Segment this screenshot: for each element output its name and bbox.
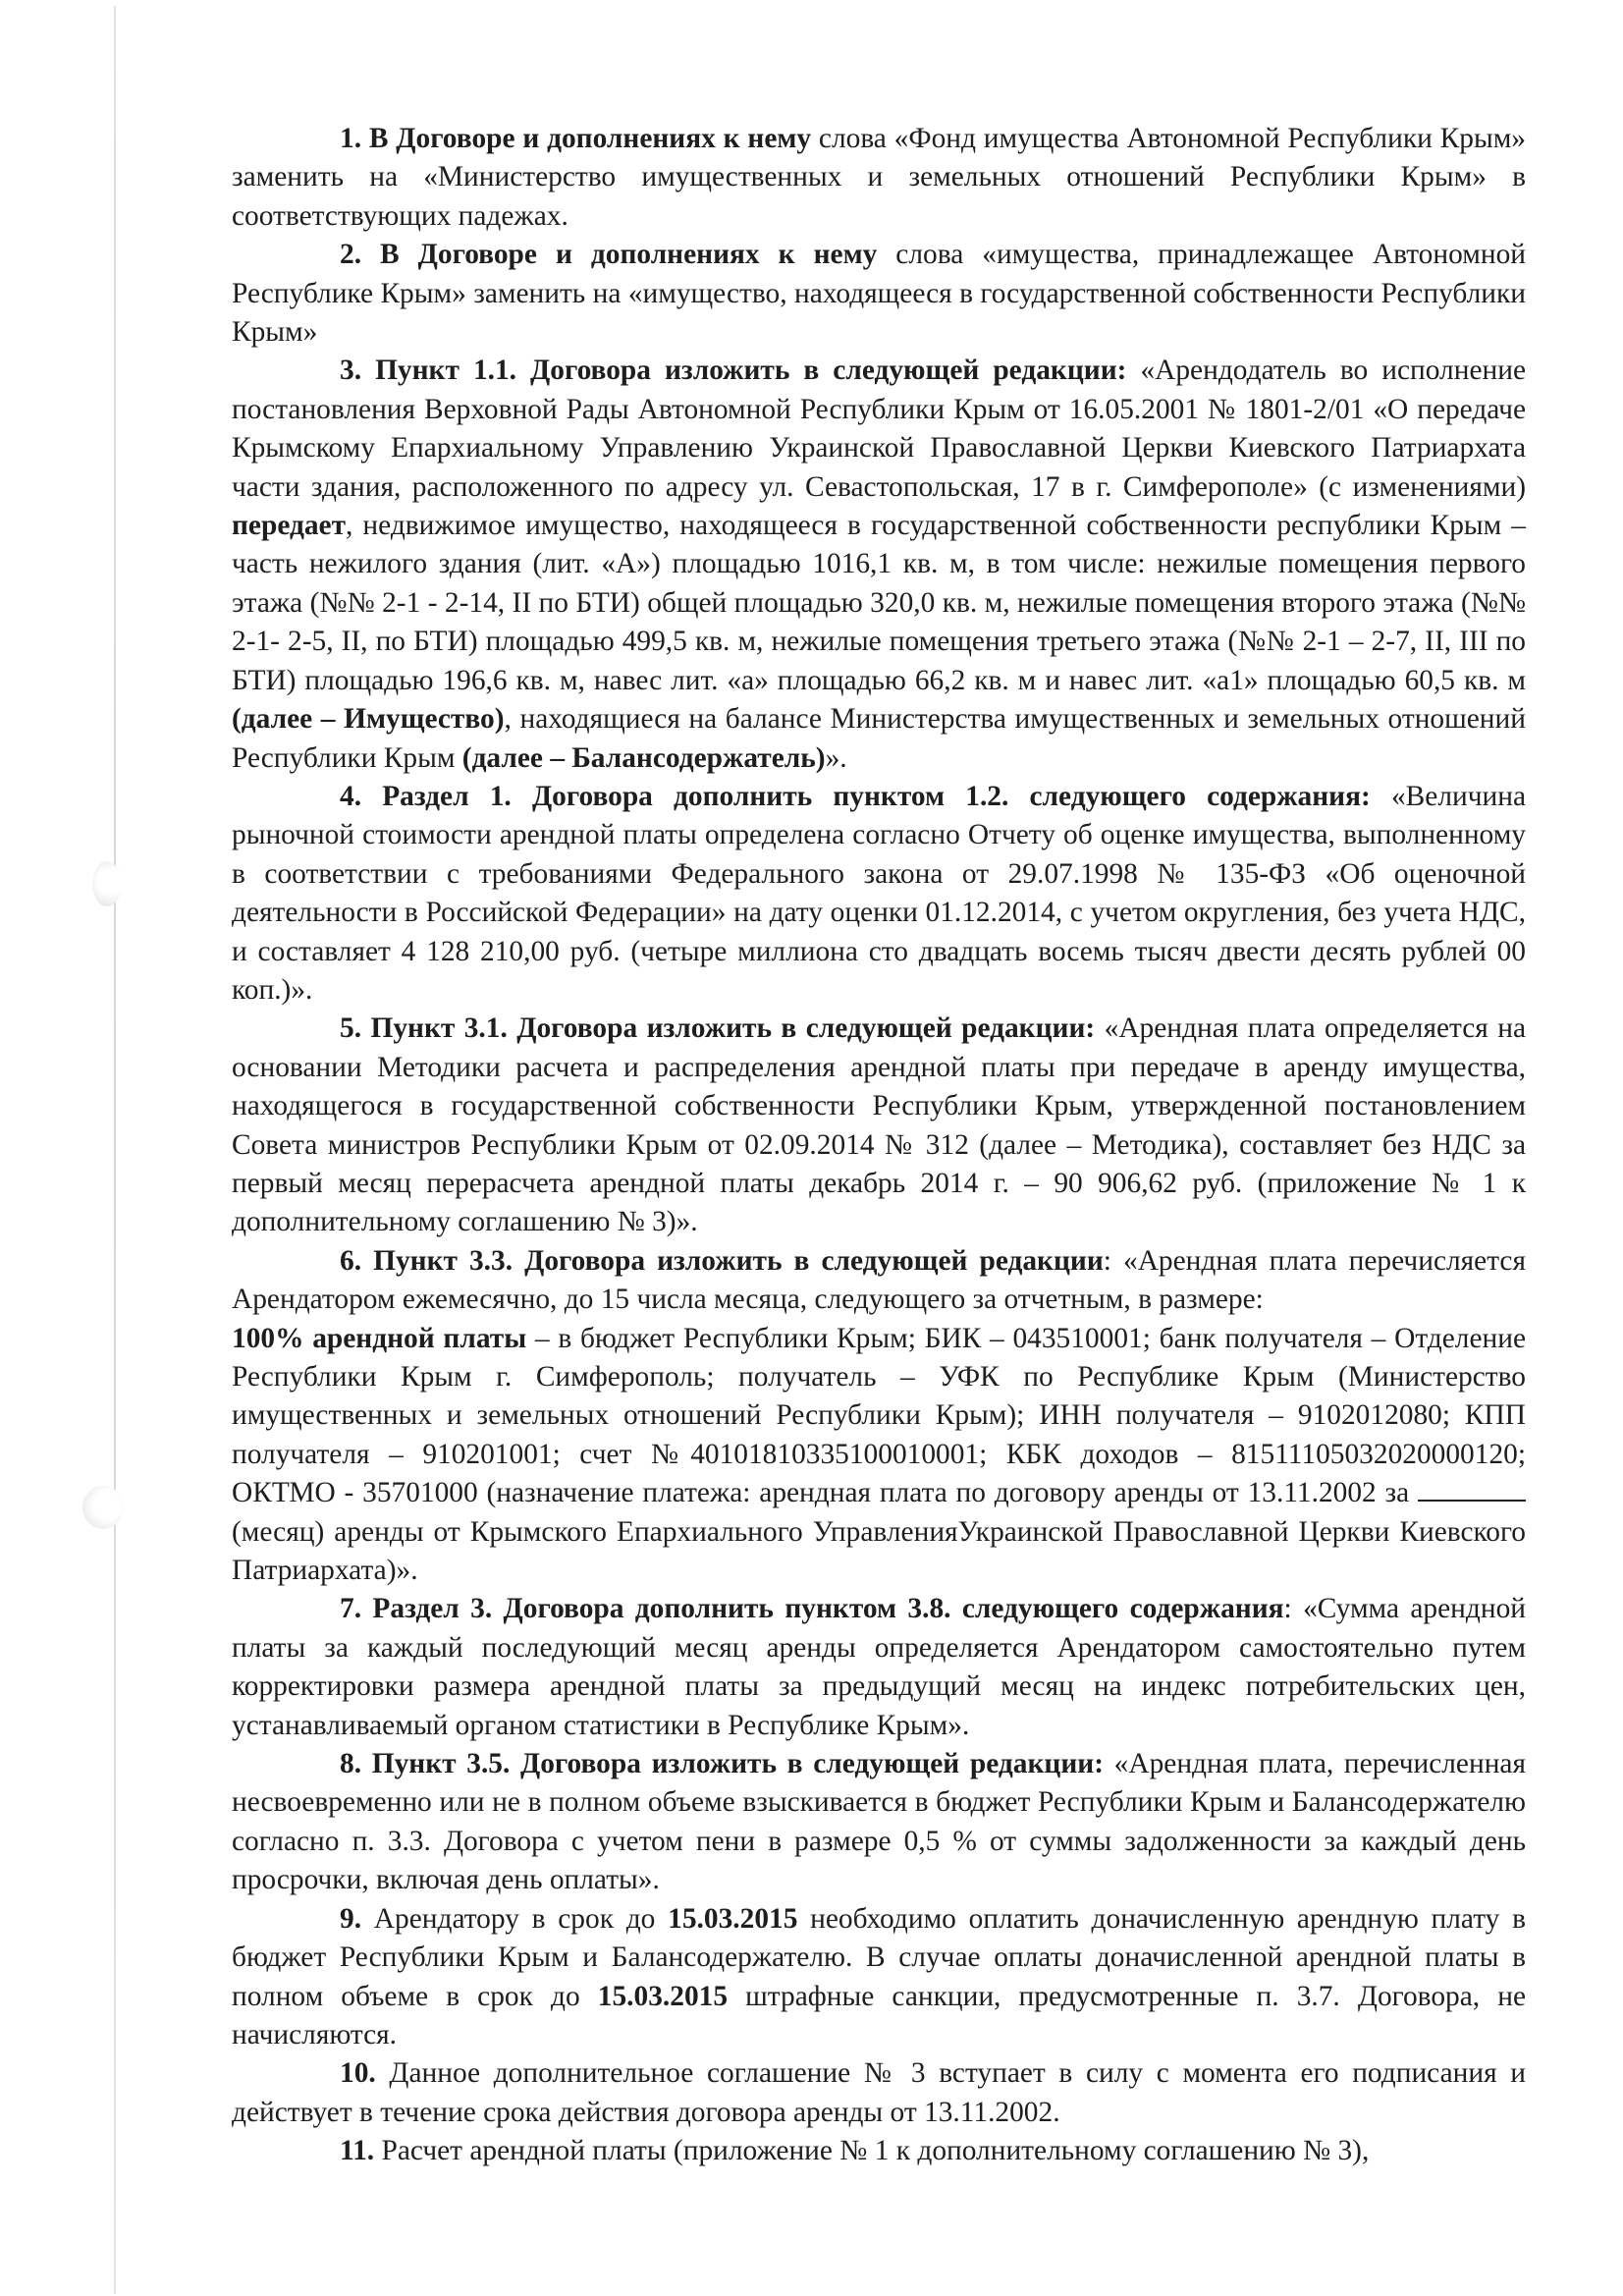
bold-text-run: 15.03.2015	[597, 1980, 729, 2012]
bold-text-run: 4. Раздел 1. Договора дополнить пунктом 1.2. следующего содержания:	[340, 780, 1371, 812]
paragraph-p1	[232, 120, 1526, 236]
text-run: , недвижимое имущество, находящееся в государственной собственности республики Крым – часть нежилого здания (лит. «А») площадью 1016,1 кв. м, в том числе: нежилые помещения первого этажа (№№ 2-1 - 2-14, II по БТИ) общей площадью 320,0 кв. м, нежилые помещения второго этажа (№№ 2-1- 2-5, II, по БТИ) площадью 499,5 кв. м, нежилые помещения третьего этажа (№№ 2-1 – 2-7, II, III по БТИ) площадью 196,6 кв. м, навес лит. «а» площадью 66,2 кв. м и навес лит. «а1» площадью 60,5 кв. м	[232, 510, 1526, 696]
text-run: «Арендная плата определяется на основании Методики расчета и распределения арендной платы при передаче в аренду имущества, находящегося в государственной собственности Республики Крым, утвержденной постановлением Совета министров Республики Крым от 02.09.2014 № 312 (далее – Методика), составляет без НДС за первый месяц перерасчета арендной платы декабрь 2014 г. – 90 906,62 руб. (приложение № 1 к дополнительному соглашению № 3)».	[232, 1012, 1527, 1238]
paragraph-p9	[232, 1900, 1526, 2055]
bold-text-run: (далее – Балансодержатель)	[461, 741, 826, 774]
paragraph-p5	[232, 1010, 1526, 1241]
text-run: «Арендодатель во исполнение постановления Верховной Рады Автономной Республики Крым от 16.05.2001 № 1801-2/01 «О передаче Крымскому Епархиальному Управлению Украинской Православной Церкви Киевского Патриархата части здания, расположенного по адресу ул. Севастопольская, 17 в г. Симферополе» (с изменениями)	[232, 355, 1526, 503]
paragraph-p2	[232, 236, 1526, 352]
bold-text-run: (далее – Имущество)	[232, 703, 505, 736]
text-run: штрафные санкции, предусмотренные п. 3.7. Договора, не начисляются.	[232, 1980, 1526, 2050]
text-run: ».	[825, 741, 847, 774]
paragraph-p7	[232, 1590, 1526, 1745]
paragraph-p4	[232, 778, 1526, 1010]
bold-text-run: 100% арендной платы	[232, 1322, 527, 1354]
text-run: Арендатору в срок до	[361, 1902, 669, 1935]
bold-text-run: 6. Пункт 3.3. Договора изложить в следующей редакции	[340, 1244, 1104, 1277]
fill-in-blank	[1418, 1478, 1526, 1502]
text-run: слова «имущества, принадлежащее Автономной Республике Крым» заменить на «имущество, находящееся в государственной собственности Республики Крым»	[232, 239, 1526, 349]
bold-text-run: передает	[232, 510, 347, 542]
paragraph-p6	[232, 1242, 1526, 1320]
bold-text-run: 9.	[340, 1902, 362, 1935]
paragraph-p11	[232, 2132, 1526, 2170]
text-run: : «Арендная плата перечисляется Арендатором ежемесячно, до 15 числа месяца, следующего за отчетным, в размере:	[232, 1244, 1526, 1316]
text-run: Расчет арендной платы (приложение № 1 к дополнительному соглашению № 3),	[374, 2135, 1370, 2167]
paragraph-p10	[232, 2054, 1526, 2132]
text-run: «Величина рыночной стоимости арендной платы определена согласно Отчету об оценке имущества, выполненному в соответствии с требованиями Федерального закона от 29.07.1998 № 135-ФЗ «Об оценочной деятельности в Российской Федерации» на дату оценки 01.12.2014, с учетом округления, без учета НДС, и составляет 4 128 210,00 руб. (четыре миллиона сто двадцать восемь тысяч двести десять рублей 00 коп.)».	[232, 780, 1527, 1006]
text-run: (месяц) аренды от Крымского Епархиального УправленияУкраинской Православной Церкви Киевского Патриархата)».	[232, 1515, 1526, 1587]
text-run: – в бюджет Республики Крым; БИК – 043510001; банк получателя – Отделение Республики Крым г. Симферополь; получатель – УФК по Республике Крым (Министерство имущественных и земельных отношений Республики Крым); ИНН получателя – 9102012080; КПП получателя – 910201001; счет №40101810335100010001; КБК доходов – 81511105032020000120; ОКТМО - 35701000 (назначение платежа: арендная плата по договору аренды от 13.11.2002 за	[232, 1322, 1526, 1509]
bold-text-run: 3. Пункт 1.1. Договора изложить в следующей редакции:	[340, 355, 1127, 387]
punch-hole-mark	[92, 861, 122, 906]
text-run: , находящиеся на балансе Министерства имущественных и земельных отношений Республики Крым	[232, 703, 1526, 774]
paragraph-p3	[232, 352, 1526, 777]
bold-text-run: 2. В Договоре и дополнениях к нему	[340, 239, 878, 271]
bold-text-run: 7. Раздел 3. Договора дополнить пунктом 3.8. следующего содержания	[340, 1593, 1284, 1625]
text-run: Данное дополнительное соглашение № 3 вступает в силу с момента его подписания и действует в течение срока действия договора аренды от 13.11.2002.	[232, 2057, 1526, 2128]
bold-text-run: 11.	[340, 2135, 375, 2167]
document-body	[232, 120, 1526, 2171]
text-run: слова «Фонд имущества Автономной Республики Крым» заменить на «Министерство имущественных и земельных отношений Республики Крым» в соответствующих падежах.	[232, 123, 1526, 232]
bold-text-run: 8. Пункт 3.5. Договора изложить в следующей редакции:	[340, 1748, 1104, 1780]
bold-text-run: 5. Пункт 3.1. Договора изложить в следующей редакции:	[340, 1012, 1096, 1045]
paragraph-p8	[232, 1745, 1526, 1900]
bold-text-run: 1. В Договоре и дополнениях к нему	[340, 123, 812, 154]
bold-text-run: 10.	[340, 2057, 376, 2090]
text-run: : «Сумма арендной платы за каждый последующий месяц аренды определяется Арендатором самостоятельно путем корректировки размера арендной платы за предыдущий месяц на индекс потребительских цен, устанавливаемый органом статистики в Республике Крым».	[232, 1593, 1526, 1741]
text-run: «Арендная плата, перечисленная несвоевременно или не в полном объеме взыскивается в бюджет Республики Крым и Балансодержателю согласно п. 3.3. Договора с учетом пени в размере 0,5 % от суммы задолженности за каждый день просрочки, включая день оплаты».	[232, 1748, 1526, 1896]
paragraph-p6b	[232, 1320, 1526, 1591]
punch-hole-mark	[82, 1486, 124, 1529]
binding-edge-line	[114, 6, 116, 2294]
bold-text-run: 15.03.2015	[668, 1902, 798, 1935]
text-run: необходимо оплатить доначисленную арендную плату в бюджет Республики Крым и Балансодержателю. В случае оплаты доначисленной арендной платы в полном объеме в срок до	[232, 1902, 1526, 2012]
